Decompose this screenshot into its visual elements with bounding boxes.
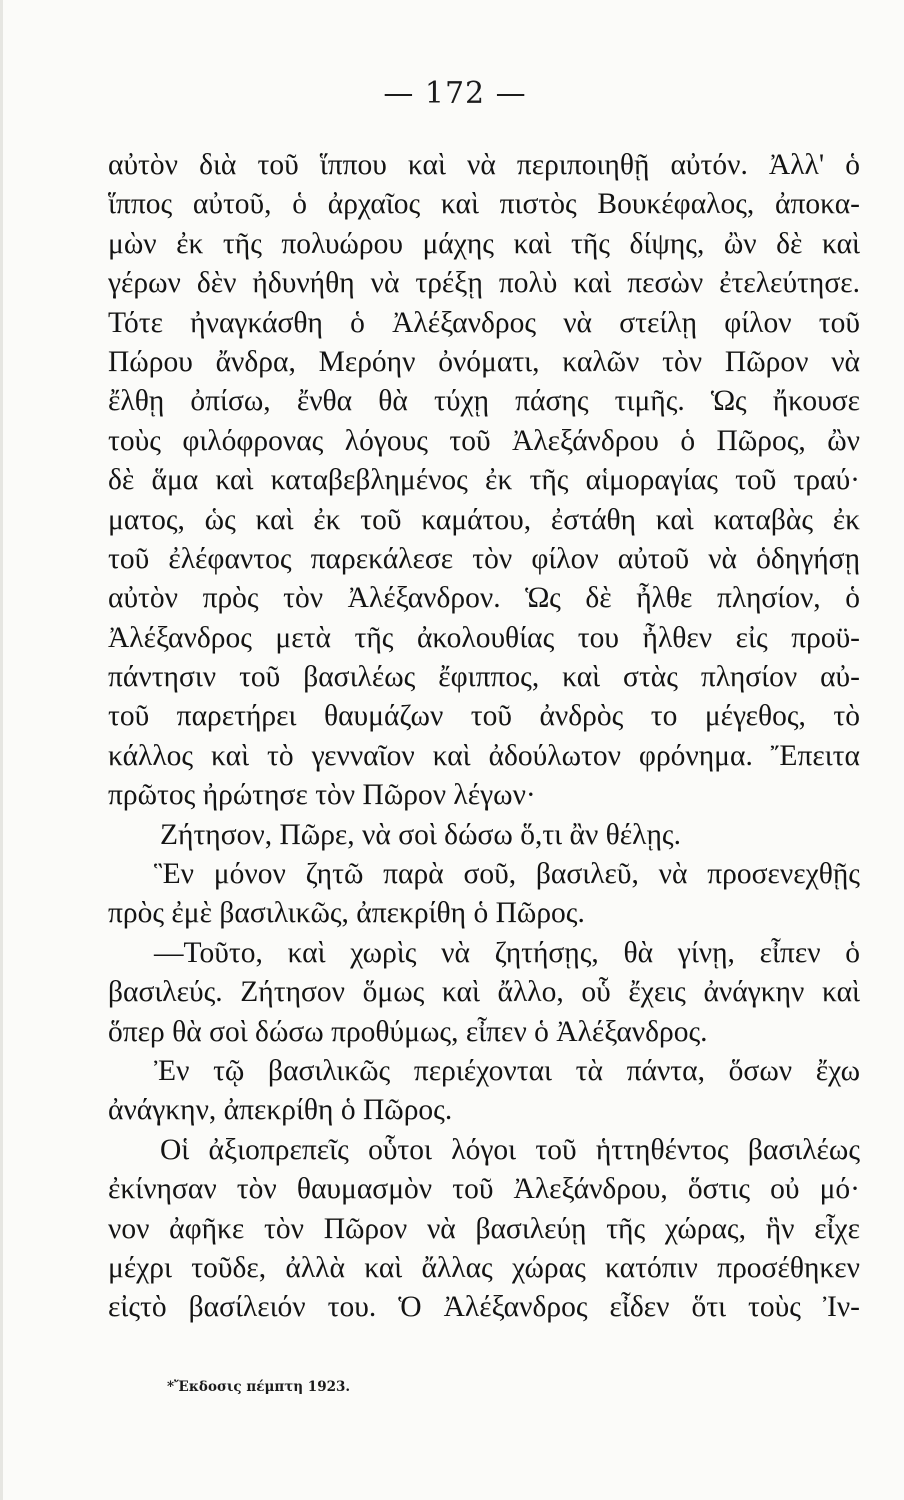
text-line-30: εἰςτὸ βασίλειόν του. Ὁ Ἀλέξανδρος εἶδεν ὅτι τοὺς Ἰν-: [108, 1291, 860, 1324]
text-line-8: τοὺς φιλόφρονας λόγους τοῦ Ἀλεξάνδρου ὁ Πῶρος, ὢν: [108, 424, 860, 457]
text-line-25: ἀνάγκην, ἀπεκρίθη ὁ Πῶρος.: [108, 1094, 453, 1127]
text-line-28: νον ἀφῆκε τὸν Πῶρον νὰ βασιλεύῃ τῆς χώρας, ἣν εἶχε: [108, 1212, 860, 1245]
text-line-9: δὲ ἅμα καὶ καταβεβλημένος ἐκ τῆς αἱμοραγίας τοῦ τραύ·: [108, 464, 860, 497]
text-line-13: Ἀλέξανδρος μετὰ τῆς ἀκολουθίας του ἦλθεν εἰς προϋ-: [108, 621, 860, 654]
text-line-19: Ἓν μόνον ζητῶ παρὰ σοῦ, βασιλεῦ, νὰ προσενεχθῇς: [154, 858, 860, 891]
text-line-14: πάντησιν τοῦ βασιλέως ἔφιππος, καὶ στὰς πλησίον αὐ-: [108, 661, 860, 694]
text-line-26: Οἱ ἀξιοπρεπεῖς οὗτοι λόγοι τοῦ ἡττηθέντος βασιλέως: [160, 1133, 860, 1166]
text-line-23: ὅπερ θὰ σοὶ δώσω προθύμως, εἶπεν ὁ Ἀλέξανδρος.: [108, 1015, 708, 1048]
text-line-15: τοῦ παρετήρει θαυμάζων τοῦ ἀνδρὸς το μέγεθος, τὸ: [108, 700, 860, 733]
text-line-12: αὐτὸν πρὸς τὸν Ἀλέξανδρον. Ὡς δὲ ἦλθε πλησίον, ὁ: [108, 582, 860, 615]
text-line-29: μέχρι τοῦδε, ἀλλὰ καὶ ἄλλας χώρας κατόπιν προσέθηκεν: [108, 1251, 860, 1284]
text-line-5: Τότε ἠναγκάσθη ὁ Ἀλέξανδρος νὰ στείλῃ φίλον τοῦ: [108, 306, 860, 339]
page-body-text: [108, 146, 860, 1328]
text-line-21: —Τοῦτο, καὶ χωρὶς νὰ ζητήσῃς, θὰ γίνῃ, εἶπεν ὁ: [154, 936, 860, 969]
text-line-24: Ἐν τῷ βασιλικῶς περιέχονται τὰ πάντα, ὅσων ἔχω: [154, 1054, 860, 1087]
edition-footnote: *Ἔκδοσις πέμπτη 1923.: [167, 1379, 351, 1395]
text-line-7: ἔλθῃ ὀπίσω, ἔνθα θὰ τύχῃ πάσης τιμῆς. Ὡς ἤκουσε: [108, 385, 860, 418]
text-line-18: Ζήτησον, Πῶρε, νὰ σοὶ δώσω ὅ,τι ἂν θέλῃς.: [160, 818, 681, 851]
text-line-2: ἵππος αὐτοῦ, ὁ ἀρχαῖος καὶ πιστὸς Βουκέφαλος, ἀποκα-: [108, 188, 860, 221]
text-line-20: πρὸς ἐμὲ βασιλικῶς, ἀπεκρίθη ὁ Πῶρος.: [108, 897, 585, 930]
text-line-17: πρῶτος ἠρώτησε τὸν Πῶρον λέγων·: [108, 779, 536, 812]
text-line-16: κάλλος καὶ τὸ γενναῖον καὶ ἀδούλωτον φρόνημα. Ἔπειτα: [108, 739, 860, 772]
text-line-1: αὐτὸν διὰ τοῦ ἵππου καὶ νὰ περιποιηθῇ αὐτόν. Ἀλλ' ὁ: [108, 149, 860, 181]
text-line-27: ἐκίνησαν τὸν θαυμασμὸν τοῦ Ἀλεξάνδρου, ὅστις οὐ μό·: [108, 1173, 860, 1206]
text-line-4: γέρων δὲν ἠδυνήθη νὰ τρέξῃ πολὺ καὶ πεσὼν ἐτελεύτησε.: [108, 267, 860, 300]
text-line-10: ματος, ὡς καὶ ἐκ τοῦ καμάτου, ἐστάθη καὶ καταβὰς ἐκ: [108, 503, 860, 536]
text-line-6: Πώρου ἄνδρα, Μερόην ὀνόματι, καλῶν τὸν Πῶρον νὰ: [108, 345, 860, 378]
text-line-11: τοῦ ἐλέφαντος παρεκάλεσε τὸν φίλον αὐτοῦ νὰ ὁδηγήσῃ: [108, 542, 860, 575]
text-line-22: βασιλεύς. Ζήτησον ὅμως καὶ ἄλλο, οὗ ἔχεις ἀνάγκην καὶ: [108, 976, 860, 1009]
page-number: — 172 —: [383, 76, 527, 111]
text-line-3: μὼν ἐκ τῆς πολυώρου μάχης καὶ τῆς δίψης, ὢν δὲ καὶ: [108, 227, 860, 260]
